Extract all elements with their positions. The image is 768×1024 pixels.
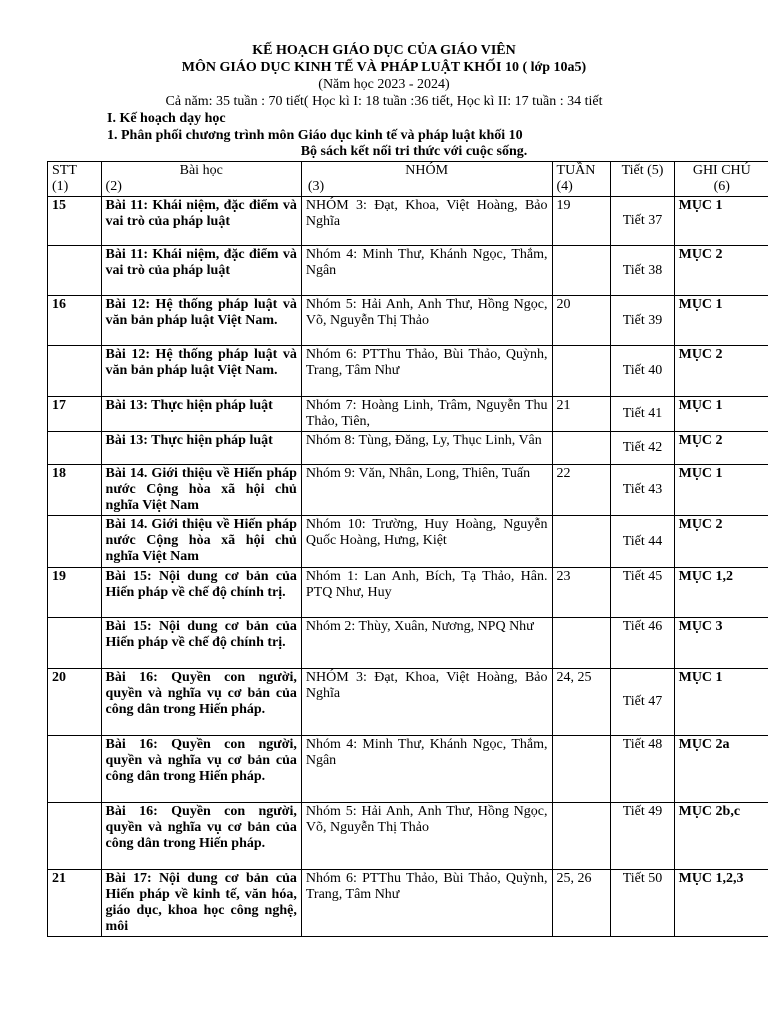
cell-period: Tiết 40 xyxy=(611,346,674,397)
cell-group: Nhóm 4: Minh Thư, Khánh Ngọc, Thắm, Ngân xyxy=(301,246,552,296)
header-week-number: (4) xyxy=(556,179,573,194)
cell-group: Nhóm 6: PTThu Thảo, Bùi Thảo, Quỳnh, Trang, Tâm Như xyxy=(301,346,552,397)
table-row xyxy=(48,516,768,568)
cell-week: 24, 25 xyxy=(552,669,611,736)
cell-period: Tiết 48 xyxy=(611,736,674,803)
cell-group: NHÓM 3: Đạt, Khoa, Việt Hoàng, Bảo Nghĩa xyxy=(301,197,552,246)
header-period xyxy=(611,162,674,197)
cell-week: 22 xyxy=(552,465,611,516)
cell-group: Nhóm 8: Tùng, Đăng, Ly, Thục Linh, Vân xyxy=(301,432,552,465)
cell-period: Tiết 44 xyxy=(611,516,674,568)
cell-week xyxy=(552,618,611,669)
cell-stt xyxy=(48,618,102,669)
book-title: Bộ sách kết nối tri thức với cuộc sống. xyxy=(300,144,528,159)
cell-period: Tiết 38 xyxy=(611,246,674,296)
header-note-label: GHI CHÚ xyxy=(692,163,751,178)
table-row xyxy=(48,296,768,346)
cell-note: MỤC 2 xyxy=(674,432,768,465)
table-row xyxy=(48,432,768,465)
cell-stt xyxy=(48,516,102,568)
cell-note: MỤC 3 xyxy=(674,618,768,669)
document-subtitle: MÔN GIÁO DỤC KINH TẾ VÀ PHÁP LUẬT KHỐI 10 ( lớp 10a5) xyxy=(181,60,587,75)
cell-note: MỤC 1 xyxy=(674,669,768,736)
cell-note: MỤC 2a xyxy=(674,736,768,803)
cell-lesson: Bài 16: Quyền con người, quyền và nghĩa vụ cơ bản của công dân trong Hiến pháp. xyxy=(101,736,301,803)
cell-period: Tiết 37 xyxy=(611,197,674,246)
table-row xyxy=(48,246,768,296)
table-row xyxy=(48,803,768,870)
cell-note: MỤC 2 xyxy=(674,246,768,296)
cell-stt xyxy=(48,432,102,465)
cell-week: 19 xyxy=(552,197,611,246)
cell-lesson: Bài 15: Nội dung cơ bản của Hiến pháp về chế độ chính trị. xyxy=(101,618,301,669)
cell-period: Tiết 46 xyxy=(611,618,674,669)
cell-lesson: Bài 11: Khái niệm, đặc điểm và vai trò của pháp luật xyxy=(101,197,301,246)
cell-period: Tiết 50 xyxy=(611,870,674,937)
cell-group: Nhóm 6: PTThu Thảo, Bùi Thảo, Quỳnh, Trang, Tâm Như xyxy=(301,870,552,937)
cell-note: MỤC 2 xyxy=(674,516,768,568)
school-year: (Năm học 2023 - 2024) xyxy=(318,77,450,92)
cell-week: 23 xyxy=(552,568,611,618)
cell-lesson: Bài 14. Giới thiệu về Hiến pháp nước Cộng hòa xã hội chủ nghĩa Việt Nam xyxy=(101,465,301,516)
cell-week: 21 xyxy=(552,397,611,432)
cell-stt xyxy=(48,346,102,397)
header-stt xyxy=(48,162,102,197)
cell-lesson: Bài 13: Thực hiện pháp luật xyxy=(101,397,301,432)
cell-note: MỤC 1 xyxy=(674,296,768,346)
cell-note: MỤC 2 xyxy=(674,346,768,397)
header-week xyxy=(552,162,611,197)
cell-week: 25, 26 xyxy=(552,870,611,937)
cell-week xyxy=(552,803,611,870)
table-row xyxy=(48,736,768,803)
table-row xyxy=(48,870,768,937)
curriculum-table xyxy=(47,161,768,937)
header-stt-label: STT xyxy=(52,163,77,178)
cell-week xyxy=(552,432,611,465)
section-title: I. Kế hoạch dạy học xyxy=(107,111,226,126)
header-week-label: TUẦN xyxy=(556,163,596,178)
cell-period: Tiết 41 xyxy=(611,397,674,432)
cell-lesson: Bài 11: Khái niệm, đặc điểm và vai trò của pháp luật xyxy=(101,246,301,296)
document-title: KẾ HOẠCH GIÁO DỤC CỦA GIÁO VIÊN xyxy=(252,43,516,58)
cell-lesson: Bài 16: Quyền con người, quyền và nghĩa vụ cơ bản của công dân trong Hiến pháp. xyxy=(101,803,301,870)
cell-lesson: Bài 12: Hệ thống pháp luật và văn bản pháp luật Việt Nam. xyxy=(101,296,301,346)
cell-stt xyxy=(48,736,102,803)
cell-week xyxy=(552,736,611,803)
cell-week xyxy=(552,346,611,397)
table-row xyxy=(48,197,768,246)
header-lesson xyxy=(101,162,301,197)
cell-stt: 20 xyxy=(48,669,102,736)
cell-group: Nhóm 5: Hải Anh, Anh Thư, Hồng Ngọc, Võ, Nguyễn Thị Thảo xyxy=(301,803,552,870)
cell-note: MỤC 1 xyxy=(674,465,768,516)
cell-period: Tiết 45 xyxy=(611,568,674,618)
header-group-number: (3) xyxy=(307,179,325,194)
table-row xyxy=(48,397,768,432)
cell-note: MỤC 2b,c xyxy=(674,803,768,870)
table-header-row xyxy=(48,162,768,197)
cell-note: MỤC 1,2 xyxy=(674,568,768,618)
cell-lesson: Bài 14. Giới thiệu về Hiến pháp nước Cộng hòa xã hội chủ nghĩa Việt Nam xyxy=(101,516,301,568)
cell-lesson: Bài 12: Hệ thống pháp luật và văn bản pháp luật Việt Nam. xyxy=(101,346,301,397)
cell-week xyxy=(552,246,611,296)
cell-group: Nhóm 1: Lan Anh, Bích, Tạ Thảo, Hân. PTQ Như, Huy xyxy=(301,568,552,618)
table-row xyxy=(48,568,768,618)
cell-group: NHÓM 3: Đạt, Khoa, Việt Hoàng, Bảo Nghĩa xyxy=(301,669,552,736)
cell-lesson: Bài 15: Nội dung cơ bản của Hiến pháp về chế độ chính trị. xyxy=(101,568,301,618)
cell-group: Nhóm 9: Văn, Nhân, Long, Thiên, Tuấn xyxy=(301,465,552,516)
subsection-title: 1. Phân phối chương trình môn Giáo dục kinh tế và pháp luật khối 10 xyxy=(107,128,523,143)
table-body xyxy=(48,197,768,937)
cell-stt: 19 xyxy=(48,568,102,618)
header-lesson-label: Bài học xyxy=(179,163,223,178)
cell-week xyxy=(552,516,611,568)
header-note xyxy=(674,162,768,197)
cell-period: Tiết 47 xyxy=(611,669,674,736)
header-stt-number: (1) xyxy=(52,179,69,194)
cell-week: 20 xyxy=(552,296,611,346)
header-note-number: (6) xyxy=(713,179,730,194)
cell-stt: 21 xyxy=(48,870,102,937)
cell-group: Nhóm 4: Minh Thư, Khánh Ngọc, Thắm, Ngân xyxy=(301,736,552,803)
cell-note: MỤC 1,2,3 xyxy=(674,870,768,937)
cell-group: Nhóm 5: Hải Anh, Anh Thư, Hồng Ngọc, Võ, Nguyễn Thị Thảo xyxy=(301,296,552,346)
table-row xyxy=(48,346,768,397)
cell-period: Tiết 39 xyxy=(611,296,674,346)
cell-stt xyxy=(48,246,102,296)
cell-stt: 16 xyxy=(48,296,102,346)
cell-lesson: Bài 17: Nội dung cơ bản của Hiến pháp về kinh tế, văn hóa, giáo dục, khoa học công nghệ, môi xyxy=(101,870,301,937)
header-group-label: NHÓM xyxy=(405,163,449,178)
cell-period: Tiết 42 xyxy=(611,432,674,465)
cell-stt: 18 xyxy=(48,465,102,516)
cell-stt: 17 xyxy=(48,397,102,432)
cell-note: MỤC 1 xyxy=(674,197,768,246)
cell-lesson: Bài 16: Quyền con người, quyền và nghĩa vụ cơ bản của công dân trong Hiến pháp. xyxy=(101,669,301,736)
cell-lesson: Bài 13: Thực hiện pháp luật xyxy=(101,432,301,465)
table-row xyxy=(48,618,768,669)
cell-group: Nhóm 2: Thùy, Xuân, Nương, NPQ Như xyxy=(301,618,552,669)
cell-group: Nhóm 7: Hoàng Linh, Trâm, Nguyễn Thu Thảo, Tiên, xyxy=(301,397,552,432)
header-group xyxy=(301,162,552,197)
table-row xyxy=(48,465,768,516)
cell-stt xyxy=(48,803,102,870)
header-lesson-number: (2) xyxy=(105,179,122,194)
year-summary: Cả năm: 35 tuần : 70 tiết( Học kì I: 18 tuần :36 tiết, Học kì II: 17 tuần : 34 tiết xyxy=(165,94,603,109)
cell-group: Nhóm 10: Trường, Huy Hoàng, Nguyễn Quốc Hoàng, Hưng, Kiệt xyxy=(301,516,552,568)
cell-period: Tiết 49 xyxy=(611,803,674,870)
cell-period: Tiết 43 xyxy=(611,465,674,516)
cell-note: MỤC 1 xyxy=(674,397,768,432)
table-row xyxy=(48,669,768,736)
header-period-label: Tiết (5) xyxy=(621,163,664,178)
cell-stt: 15 xyxy=(48,197,102,246)
